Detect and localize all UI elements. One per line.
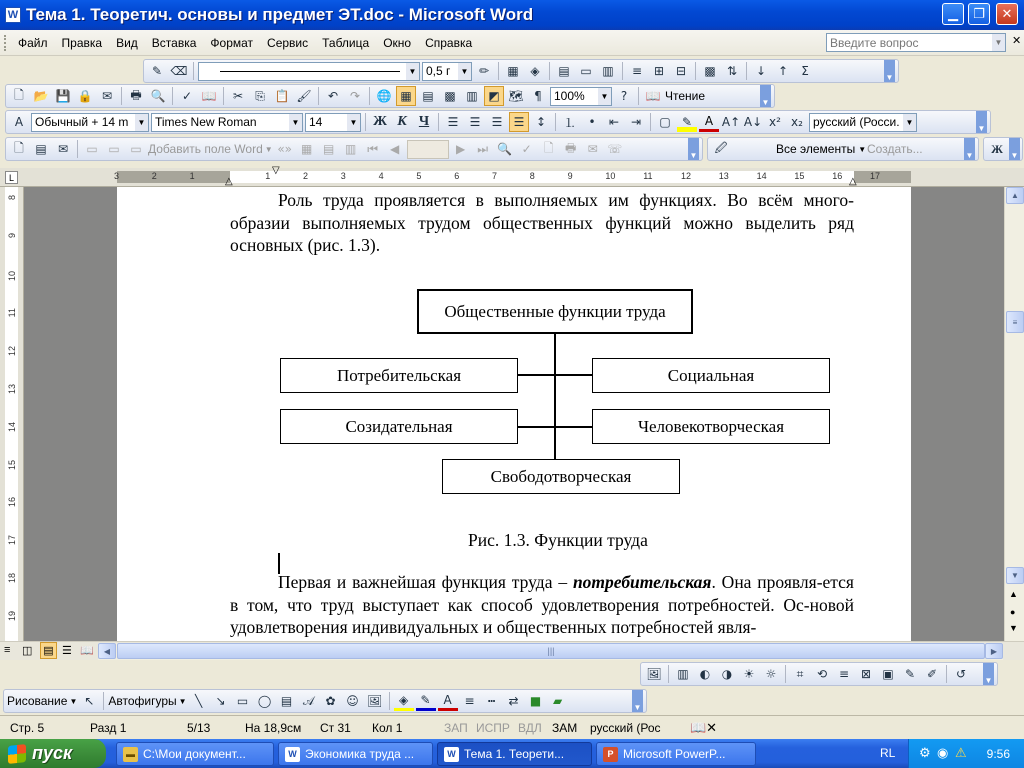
picture-toolbar — [640, 662, 998, 686]
separator — [746, 62, 747, 80]
windows-logo-icon — [8, 744, 26, 764]
open-folder-icon[interactable]: 📂 — [33, 89, 49, 103]
ruler-tick-label: 4 — [378, 171, 384, 181]
eraser-icon[interactable]: ⌫ — [170, 64, 188, 78]
outside-border-icon[interactable]: ▢ — [659, 115, 671, 129]
spelling-status-icon[interactable]: 📖✕ — [690, 719, 718, 735]
font-color-icon[interactable]: A — [699, 112, 719, 132]
increase-indent-icon[interactable]: ⇥ — [630, 115, 642, 129]
powerpoint-icon: P — [603, 747, 618, 762]
diagram-box-humancreating: Человекотворческая — [592, 409, 830, 444]
mdi-close-icon[interactable]: ✕ — [1012, 35, 1022, 47]
line-style-select[interactable]: ▼ — [198, 62, 420, 81]
separator — [172, 87, 173, 105]
select-browse-object-icon[interactable]: ● — [1010, 607, 1016, 617]
change-text-direction-icon[interactable]: ⇅ — [726, 64, 738, 78]
ruler-tick-label: 2 — [151, 171, 157, 181]
rectangle-icon[interactable]: ▭ — [236, 694, 249, 708]
task-economics-doc[interactable]: W Экономика труда ... — [278, 742, 433, 766]
separator — [650, 113, 651, 131]
ruler-tick-label: 6 — [454, 171, 460, 181]
previous-page-icon[interactable]: ▲ — [1009, 589, 1018, 599]
paragraph-intro: Роль труда проявляется в выполняемых им функциях. Во всём много-образии выполняемых трудом общественных функций можно выделить ряд основных (рис. 1.3). — [230, 190, 854, 255]
title-bar — [0, 0, 1024, 30]
less-contrast-icon[interactable]: ◑ — [721, 667, 733, 681]
separator — [638, 87, 639, 105]
close-button[interactable]: ✕ — [996, 3, 1018, 25]
status-overtype[interactable]: ЗАМ — [552, 720, 578, 735]
ruler-tick-label: 16 — [832, 171, 843, 181]
vertical-ruler[interactable] — [0, 187, 24, 641]
toolbar-options-icon[interactable]: ▼ — [884, 60, 895, 82]
oval-icon[interactable]: ◯ — [257, 694, 272, 708]
align-center-icon[interactable]: ☰ — [469, 115, 481, 129]
ruler-tick-label: 9 — [567, 171, 573, 181]
toolbar-options-icon[interactable]: ▼ — [688, 138, 699, 160]
security-alert-icon[interactable]: ⚠ — [955, 745, 967, 760]
align-cell-icon[interactable]: ≡ — [631, 64, 643, 78]
color-icon[interactable]: ▥ — [677, 667, 689, 681]
taskbar — [0, 739, 1024, 768]
sort-descending-icon[interactable]: ↑ — [777, 64, 789, 78]
line-style-draw-icon[interactable]: ≡ — [464, 694, 475, 708]
line-icon[interactable]: ╲ — [194, 694, 203, 708]
vruler-tick-label: 14 — [7, 421, 17, 432]
redo-icon[interactable]: ↷ — [349, 89, 361, 103]
separator — [668, 665, 669, 683]
vruler-tick-label: 18 — [7, 573, 17, 584]
copy-icon[interactable]: ⎘ — [255, 88, 265, 103]
ruler-tick-label: 11 — [643, 171, 653, 181]
ruler-tick-label: 12 — [681, 171, 692, 181]
merge-cells-icon[interactable]: ▭ — [580, 64, 592, 78]
menu-format[interactable]: Формат — [210, 35, 254, 50]
diagram-connector-row1 — [517, 374, 593, 376]
borders-icon[interactable]: ▦ — [507, 64, 519, 78]
separator — [438, 113, 439, 131]
research-icon[interactable]: 📖 — [201, 89, 217, 103]
styles-formatting-icon[interactable]: A — [14, 115, 24, 129]
maximize-button[interactable]: ❐ — [968, 3, 990, 25]
hyperlink-icon[interactable]: 🌐 — [376, 89, 392, 103]
text-box-icon[interactable]: ▤ — [280, 694, 293, 708]
ruler-tick-label: 3 — [114, 171, 120, 181]
align-right-icon[interactable]: ☰ — [491, 115, 503, 129]
scroll-down-icon[interactable]: ▼ — [1006, 567, 1024, 584]
menu-window[interactable]: Окно — [383, 35, 412, 50]
ruler-tick-label: 3 — [340, 171, 346, 181]
print-layout-view-icon[interactable]: ▤ — [40, 642, 57, 659]
justify-icon[interactable]: ☰ — [509, 112, 529, 132]
3d-style-icon[interactable]: ▰ — [552, 694, 563, 708]
ruler-tick-label: 13 — [718, 171, 729, 181]
language-select[interactable]: русский (Росси. ▼ — [809, 113, 917, 132]
standard-toolbar — [5, 84, 775, 108]
horizontal-ruler[interactable] — [0, 165, 1024, 187]
status-language: русский (Рос — [590, 720, 661, 735]
table-autoformat-icon[interactable]: ▩ — [704, 64, 716, 78]
clock: 9:56 — [986, 746, 1010, 761]
normal-view-icon[interactable]: ≡ — [4, 644, 11, 656]
insert-address-icon[interactable]: ▭ — [86, 142, 98, 156]
left-indent-marker-icon[interactable]: △ — [225, 176, 233, 187]
check-errors-icon[interactable]: ✓ — [521, 142, 532, 156]
separator — [498, 62, 499, 80]
ruler-tick-label: 1 — [189, 171, 195, 181]
line-spacing-icon[interactable]: ↕ — [535, 115, 547, 129]
separator — [695, 62, 696, 80]
separator — [193, 62, 194, 80]
print-preview-icon[interactable]: 🔍 — [150, 89, 166, 103]
read-button[interactable]: Чтение — [665, 89, 706, 103]
separator — [555, 113, 556, 131]
recipients-icon[interactable]: ✉ — [57, 142, 69, 156]
vertical-scrollbar[interactable] — [1004, 187, 1024, 641]
highlight-fields-icon[interactable]: ▦ — [301, 142, 313, 156]
save-icon[interactable]: 💾 — [55, 89, 71, 103]
reading-view-icon[interactable]: 📖 — [80, 645, 94, 657]
vruler-tick-label: 8 — [7, 195, 17, 201]
autoshapes-menu-button[interactable]: Автофигуры — [108, 694, 177, 708]
record-number-input[interactable] — [407, 140, 449, 159]
diagram-box-social: Социальная — [592, 358, 830, 393]
next-record-icon[interactable]: ▶ — [456, 142, 466, 156]
fill-color-icon[interactable]: ◈ — [394, 691, 414, 711]
diagram-box-freedom: Свободотворческая — [442, 459, 680, 494]
ruler-tick-label: 8 — [529, 171, 535, 181]
horizontal-scroll-thumb[interactable]: ||| — [117, 643, 985, 659]
shrink-font-icon[interactable]: A↓ — [743, 115, 763, 129]
view-merged-data-icon[interactable]: «» — [277, 142, 293, 156]
menu-bar — [0, 30, 1024, 56]
diagram-trunk-line — [554, 334, 556, 459]
task-topic1-doc[interactable]: W Тема 1. Теорети... — [437, 742, 592, 766]
vruler-tick-label: 11 — [7, 308, 17, 318]
distribute-columns-icon[interactable]: ⊟ — [675, 64, 687, 78]
separator — [549, 62, 550, 80]
diagram-root-box: Общественные функции труда — [417, 289, 693, 334]
decrease-indent-icon[interactable]: ⇤ — [608, 115, 620, 129]
separator — [121, 87, 122, 105]
insert-picture-icon[interactable]: 🖼 — [646, 667, 662, 681]
ruler-tick-label: 15 — [794, 171, 805, 181]
insert-table-icon[interactable]: ▤ — [558, 64, 570, 78]
drawing-icon[interactable]: ◩ — [484, 86, 504, 106]
separator — [946, 665, 947, 683]
match-fields-icon[interactable]: ▤ — [323, 142, 335, 156]
scroll-thumb[interactable]: ≡ — [1006, 311, 1024, 333]
line-style-icon[interactable]: ≡ — [838, 667, 850, 681]
toolbar-options-icon[interactable]: ▼ — [632, 690, 643, 712]
toolbar-options-icon[interactable]: ▼ — [760, 85, 771, 107]
dash-style-icon[interactable]: ┅ — [487, 694, 496, 708]
separator — [77, 140, 78, 158]
merge-fax-icon[interactable]: ☏ — [607, 142, 623, 156]
draw-table-icon[interactable]: ✎ — [151, 64, 163, 78]
input-language-indicator[interactable]: RL — [880, 746, 896, 760]
status-section: Разд 1 — [90, 720, 127, 735]
diagram-box-creative: Созидательная — [280, 409, 518, 444]
separator — [318, 87, 319, 105]
scroll-up-icon[interactable]: ▲ — [1006, 187, 1024, 204]
align-left-icon[interactable]: ☰ — [447, 115, 459, 129]
status-bar — [0, 715, 1024, 739]
ruler-tick-label: 10 — [605, 171, 616, 181]
spelling-icon[interactable]: ✓ — [181, 89, 193, 103]
scroll-left-icon[interactable]: ◀ — [98, 643, 116, 659]
format-painter-icon[interactable]: 🖌 — [296, 89, 312, 103]
status-record[interactable]: ЗАП — [444, 720, 468, 735]
separator — [365, 113, 366, 131]
document-page[interactable] — [117, 187, 911, 641]
vruler-tick-label: 13 — [7, 384, 17, 395]
toolbar-options-icon[interactable]: ▼ — [976, 111, 987, 133]
propagate-labels-icon[interactable]: ▥ — [345, 142, 357, 156]
find-entry-icon[interactable]: 🔍 — [497, 142, 513, 156]
chevron-down-icon: ▼ — [178, 696, 187, 706]
format-picture-icon[interactable]: ✎ — [904, 667, 916, 681]
vruler-tick-label: 12 — [7, 346, 17, 357]
clip-art-icon[interactable]: ☺ — [346, 694, 359, 708]
picture-icon[interactable]: 🖼 — [366, 694, 383, 708]
more-contrast-icon[interactable]: ◐ — [699, 667, 711, 681]
extra-toolbar — [983, 137, 1023, 161]
vruler-tick-label: 9 — [7, 232, 17, 238]
menu-edit[interactable]: Правка — [61, 35, 103, 50]
status-page: Стр. 5 — [10, 720, 45, 735]
print-icon[interactable]: 🖶 — [130, 87, 142, 102]
ruler-right-margin — [854, 171, 911, 183]
autosum-icon[interactable]: Σ — [801, 64, 809, 78]
chevron-down-icon: ▼ — [69, 696, 78, 706]
scroll-right-icon[interactable]: ▶ — [985, 643, 1003, 659]
next-page-icon[interactable]: ▼ — [1009, 623, 1018, 633]
tables-borders-toolbar — [143, 59, 899, 83]
rotate-icon[interactable]: ⟲ — [816, 667, 828, 681]
status-extend[interactable]: ВДЛ — [518, 720, 542, 735]
word-doc-icon: W — [444, 747, 459, 762]
tables-borders-icon[interactable]: ▦ — [396, 86, 416, 106]
menu-help[interactable]: Справка — [425, 35, 473, 50]
status-column: Кол 1 — [372, 720, 403, 735]
insert-greeting-icon[interactable]: ▭ — [108, 142, 120, 156]
paragraph-consumer: Первая и важнейшая функция труда – потребительская. Она проявля-ется в том, что труд выступает как способ удовлетворения потребностей. Ос-новой удовлетворения индивидуальных и общественных потребностей явля- — [230, 572, 854, 637]
drawing-menu-button[interactable]: Рисование — [7, 694, 68, 708]
help-search-input[interactable]: Введите вопрос ▼ — [826, 33, 1006, 52]
show-markup-select[interactable]: Все элементы ▼ — [776, 142, 867, 156]
insert-excel-icon[interactable]: ▩ — [444, 89, 456, 103]
font-size-select[interactable]: 14 ▼ — [305, 113, 361, 132]
vruler-tick-label: 19 — [7, 610, 17, 621]
chevron-down-icon[interactable]: ▼ — [992, 34, 1005, 51]
ruler-tick-label: 5 — [416, 171, 422, 181]
permission-icon[interactable]: 🔒 — [77, 89, 93, 103]
ruler-tick-label: 7 — [492, 171, 498, 181]
reviewing-toolbar — [707, 137, 979, 161]
arrow-icon[interactable]: ↘ — [215, 694, 226, 708]
crop-icon[interactable]: ⌗ — [796, 666, 804, 681]
line-width-select[interactable]: 0,5 г ▼ — [422, 62, 472, 81]
wordart-icon[interactable]: 𝒜 — [302, 693, 315, 708]
grow-font-icon[interactable]: A↑ — [721, 115, 741, 129]
new-document-icon[interactable]: 🗋 — [14, 87, 24, 102]
border-color-icon[interactable]: ✏ — [478, 64, 490, 78]
diagram-connector-row2 — [517, 426, 593, 428]
insert-table-icon[interactable]: ▤ — [422, 89, 434, 103]
menu-file[interactable]: Файл — [18, 35, 48, 50]
font-color-draw-icon[interactable]: A — [438, 691, 458, 711]
network-icon[interactable]: ⚙ — [919, 745, 931, 760]
first-line-indent-marker-icon[interactable]: ▽ — [272, 165, 280, 176]
reset-picture-icon[interactable]: ↺ — [955, 667, 967, 681]
show-hide-icon[interactable]: ¶ — [534, 89, 542, 103]
status-page-count: 5/13 — [187, 720, 211, 735]
status-line: Ст 31 — [320, 720, 351, 735]
separator — [103, 692, 104, 710]
web-view-icon[interactable]: ◫ — [22, 645, 33, 657]
minimize-button[interactable]: ▁ — [942, 3, 964, 25]
document-map-icon[interactable]: 🗺 — [508, 89, 524, 103]
bullets-icon[interactable]: • — [588, 115, 596, 129]
toolbar-grip[interactable] — [4, 35, 7, 51]
italic-button[interactable]: К — [397, 114, 407, 129]
word-doc-icon[interactable]: W — [5, 7, 21, 23]
open-data-source-icon[interactable]: ▤ — [35, 142, 47, 156]
toolbar-options-icon[interactable]: ▼ — [1009, 138, 1020, 160]
less-brightness-icon[interactable]: ☼ — [765, 667, 777, 681]
task-powerpoint[interactable]: P Microsoft PowerP... — [596, 742, 756, 766]
ruler-tick-label: 1 — [265, 171, 271, 181]
formatting-toolbar — [5, 110, 991, 134]
menu-table[interactable]: Таблица — [322, 35, 370, 50]
right-indent-marker-icon[interactable]: △ — [849, 176, 857, 187]
diagram-box-consumer: Потребительская — [280, 358, 518, 393]
arrow-style-icon[interactable]: ⇄ — [508, 694, 519, 708]
merge-new-doc-icon[interactable]: 🗋 — [543, 140, 554, 155]
split-cells-icon[interactable]: ▥ — [602, 64, 614, 78]
bold-button[interactable]: Ж — [373, 114, 387, 129]
vruler-tick-label: 17 — [7, 535, 17, 546]
zoom-select[interactable]: 100% ▼ — [550, 87, 612, 106]
toolbar-options-icon[interactable]: ▼ — [964, 138, 975, 160]
numbering-icon[interactable]: ⒈ — [563, 115, 576, 130]
tab-selector-icon[interactable]: L — [5, 171, 18, 184]
display-markup-icon[interactable]: 🖉 — [714, 140, 728, 155]
horizontal-scrollbar[interactable] — [98, 643, 1003, 660]
outline-view-icon[interactable]: ☰ — [62, 645, 72, 657]
menu-view[interactable]: Вид — [116, 35, 138, 50]
ruler-tick-label: 17 — [870, 171, 881, 181]
help-icon[interactable]: ? — [620, 89, 628, 103]
status-track-changes[interactable]: ИСПР — [476, 720, 510, 735]
previous-record-icon[interactable]: ◀ — [390, 142, 400, 156]
task-my-documents[interactable]: ▬ C:\Мои документ... — [116, 742, 274, 766]
last-record-icon[interactable]: ⏭ — [477, 141, 489, 156]
cut-icon[interactable]: ✂ — [232, 89, 244, 103]
system-tray — [908, 739, 1024, 768]
toolbar-options-icon[interactable]: ▼ — [983, 663, 994, 685]
drawing-toolbar-area — [0, 687, 1024, 715]
bold-button-extra[interactable]: Ж — [991, 141, 1003, 156]
read-icon[interactable]: 📖 — [645, 89, 661, 103]
subscript-icon[interactable]: x₂ — [791, 115, 803, 129]
first-record-icon[interactable]: ⏮ — [367, 141, 379, 156]
menu-tools[interactable]: Сервис — [267, 35, 309, 50]
figure-caption: Рис. 1.3. Функции труда — [468, 530, 648, 550]
compress-icon[interactable]: ⊠ — [860, 667, 872, 681]
merge-email-icon[interactable]: ✉ — [587, 142, 598, 156]
vruler-tick-label: 10 — [7, 270, 17, 281]
view-buttons-row — [0, 641, 1024, 660]
add-word-field-button[interactable]: Добавить поле Word — [148, 142, 263, 156]
separator — [223, 87, 224, 105]
shading-color-icon[interactable]: ◈ — [530, 64, 540, 78]
highlight-icon[interactable]: ✎ — [677, 112, 697, 132]
ruler-left-margin — [117, 171, 230, 183]
set-transparent-icon[interactable]: ✐ — [926, 667, 938, 681]
email-icon[interactable]: ✉ — [101, 89, 113, 103]
drawing-toolbar — [3, 689, 647, 713]
folder-icon: ▬ — [123, 747, 138, 762]
volume-icon[interactable]: ◉ — [937, 745, 949, 760]
line-color-icon[interactable]: ✎ — [416, 691, 436, 711]
underline-button[interactable]: Ч — [418, 114, 430, 129]
word-doc-icon: W — [285, 747, 300, 762]
mail-merge-toolbar — [5, 137, 703, 161]
vruler-tick-label: 15 — [7, 459, 17, 470]
superscript-icon[interactable]: x² — [769, 115, 781, 129]
columns-icon[interactable]: ▥ — [466, 89, 478, 103]
font-select[interactable]: Times New Roman ▼ — [151, 113, 303, 132]
create-button[interactable]: Создать... — [867, 142, 923, 156]
vruler-tick-label: 16 — [7, 497, 17, 508]
more-brightness-icon[interactable]: ☀ — [743, 667, 755, 681]
diagram-icon[interactable]: ✿ — [325, 694, 336, 708]
merge-printer-icon[interactable]: 🖶 — [565, 140, 577, 155]
main-document-setup-icon[interactable]: 🗋 — [14, 140, 24, 155]
distribute-rows-icon[interactable]: ⊞ — [653, 64, 665, 78]
separator — [369, 87, 370, 105]
menu-insert[interactable]: Вставка — [151, 35, 197, 50]
separator — [389, 692, 390, 710]
chevron-down-icon: ▼ — [264, 144, 273, 154]
ruler-tick-label: 14 — [756, 171, 767, 181]
insert-fields-icon[interactable]: ▭ — [130, 142, 142, 156]
line-style-preview — [220, 71, 400, 72]
status-position: На 18,9см — [245, 720, 302, 735]
undo-icon[interactable]: ↶ — [327, 89, 339, 103]
sort-ascending-icon[interactable]: ↓ — [755, 64, 767, 78]
select-objects-icon[interactable]: ↖ — [84, 694, 95, 708]
shadow-style-icon[interactable]: ■ — [529, 694, 542, 708]
window-title: Тема 1. Теоретич. основы и предмет ЭТ.doc - Microsoft Word — [26, 5, 534, 24]
separator — [622, 62, 623, 80]
text-wrapping-icon[interactable]: ▣ — [882, 667, 894, 681]
paste-icon[interactable]: 📋 — [274, 89, 290, 103]
ruler-tick-label: 2 — [303, 171, 309, 181]
start-button[interactable]: пуск — [0, 739, 106, 768]
style-select[interactable]: Обычный + 14 m ▼ — [31, 113, 149, 132]
separator — [785, 665, 786, 683]
